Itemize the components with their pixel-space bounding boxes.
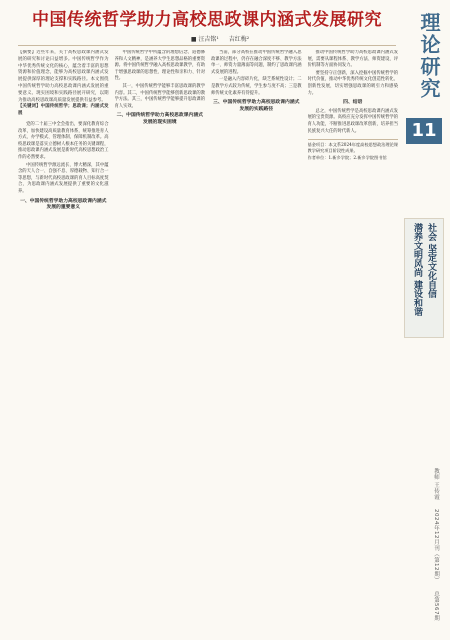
section-heading: 三、中国传统哲学助力高校思政课内涵式发展的实践路径 (213, 100, 300, 112)
abstract-text: 【摘要】近些年来，关于高校思政课内涵式发展的研究和讨论日益增多。中国传统哲学作为中华优秀传统文化的核心，蕴含着丰富的思想资源和价值理念，能够为高校思政课内涵式发展提供深厚的理论支撑和实践路径。本文围绕中国传统哲学助力高校思政课内涵式发展的重要意义、现实困境和实践路径展开研究，以期为推动高校思政课高质量发展提供有益参考。 (18, 50, 109, 103)
body-column-4 (308, 50, 399, 625)
slogan-banner (404, 218, 444, 338)
right-sidebar (398, 0, 450, 640)
section-heading: 四、结语 (343, 100, 363, 106)
paragraph: 当前，部分高校在推动中国传统哲学融入思政课的过程中，仍存在融合深度不够、教学方法单一、师资力量薄弱等问题，制约了思政课内涵式发展的进程。 (211, 50, 302, 75)
paragraph: 总之，中国传统哲学是高校思政课内涵式发展的宝贵资源。高校应充分发挥中国传统哲学的育人功能，不断推进思政课改革创新，培养担当民族复兴大任的时代新人。 (307, 108, 398, 134)
body-column-3 (211, 50, 302, 625)
paragraph: 党的二十届三中全会指出，要深化教育综合改革，加快建设高质量教育体系，统筹推进育人方式、办学模式、管理体制、保障机制改革。高校思政课是落实立德树人根本任务的关键课程，推动思政课内涵式发展是新时代高校思想政治工作的必然要求。 (18, 121, 109, 160)
paragraph: 其一，中国传统哲学能够丰富思政课的教学内容。其二，中国传统哲学能够创新思政课的教学方法。其三，中国传统哲学能够提升思政课的育人实效。 (114, 83, 205, 109)
column-name: 理论研究 (417, 12, 441, 100)
article-body (18, 50, 398, 625)
paragraph: 要坚持守正创新，深入挖掘中国传统哲学的时代价值，推动中华优秀传统文化创造性转化、创新性发展，切实增强思政课的吸引力和感染力。 (307, 70, 398, 96)
paragraph: 推动中国传统哲学助力高校思政课内涵式发展，需要从课程体系、教学方法、师资建设、评价机制等方面协同发力。 (307, 50, 398, 69)
page-number: 11 (406, 118, 442, 144)
author-1: ■ 汪吉铭¹ (190, 36, 219, 43)
author-2: 吉红梅² (228, 36, 250, 43)
fund-note (308, 139, 399, 161)
issue-meta (432, 468, 440, 628)
publication-name: 教师 王传霞 (433, 468, 439, 501)
body-column-1 (18, 50, 109, 625)
author-unit: 作者单位：1.新乡学院；2.新乡学院图书馆 (307, 154, 387, 160)
paragraph: 中国传统哲学中所蕴含的理想信念、道德修养和人文精神，是涵养大学生思想品格的重要资源。将中国传统哲学融入高校思政课教学，有助于增强思政课的思想性、理论性和亲和力、针对性。 (114, 50, 205, 82)
section-heading: 二、中国传统哲学助力高校思政课内涵式发展的现实困境 (116, 113, 203, 125)
slogan-line: 潜养文明风尚 建设和谐 (412, 223, 422, 317)
paragraph: 中国传统哲学源远流长、博大精深，其中蕴含的天人合一、自强不息、厚德载物、知行合一等思想，与新时代高校思政课的育人目标高度契合，为思政课内涵式发展提供了重要的文化滋养。 (18, 162, 109, 194)
article-title: 中国传统哲学助力高校思政课内涵式发展研究 (32, 10, 382, 30)
keywords: 【关键词】中国传统哲学；思政课；内涵式发展 (18, 104, 109, 117)
fund-text: 基金项目：本文系2024年度高校思想政治理论课教学研究项目阶段性成果。 (307, 142, 398, 154)
issue-number: 总第567期 (433, 590, 439, 621)
section-heading: 一、中国传统哲学助力高校思政课内涵式发展的重要意义 (20, 198, 107, 211)
slogan-line: 社会 坚定文化自信 (426, 223, 436, 299)
issue-date: 2024年12月刊（第12期） (433, 508, 439, 583)
paragraph: 一是融入内容碎片化，缺乏系统性设计；二是教学方式较为传统，学生参与度不高；三是教师传统文化素养有待提升。 (211, 77, 302, 96)
body-column-2 (115, 50, 206, 625)
title-divider (18, 45, 396, 46)
byline (150, 34, 290, 43)
abstract (18, 50, 109, 118)
